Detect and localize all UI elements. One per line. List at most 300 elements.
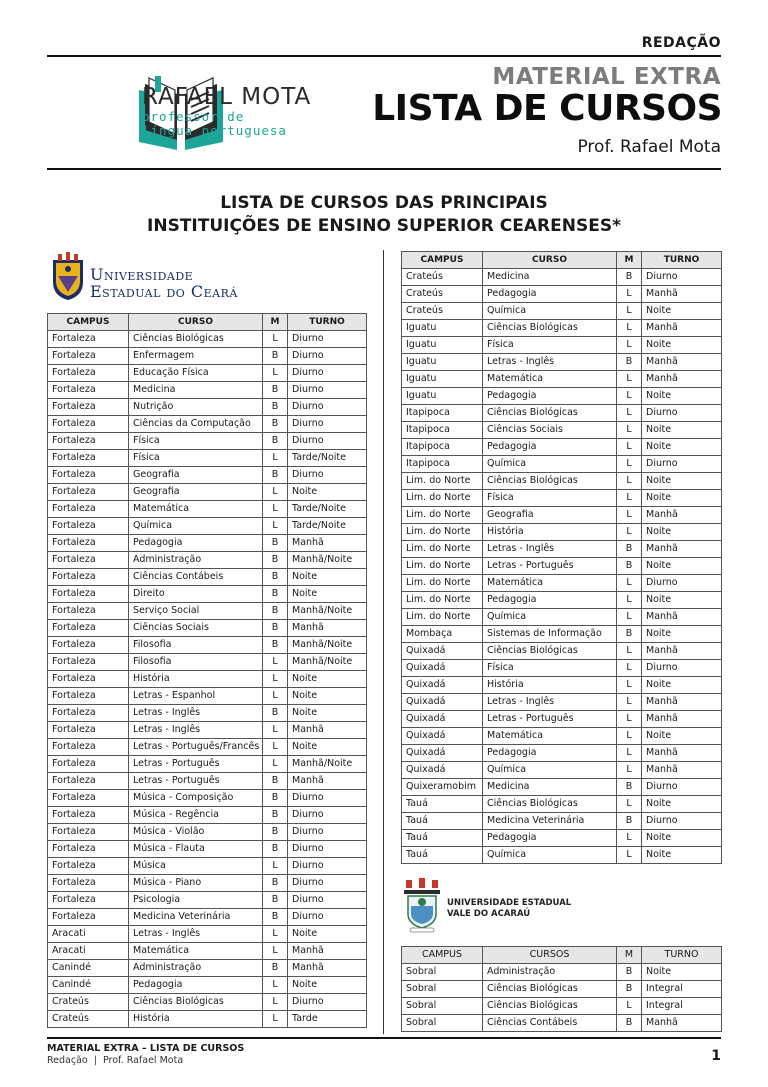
footer-title: MATERIAL EXTRA – LISTA DE CURSOS [47,1043,245,1054]
cell-turno: Noite [642,728,722,745]
footer-separator: | [93,1055,97,1066]
cell-m: L [617,490,642,507]
cell-m: L [263,977,288,994]
author-label: Prof. Rafael Mota [577,137,721,157]
cell-campus: Quixadá [402,745,483,762]
cell-m: L [617,796,642,813]
table-row [48,909,367,926]
cell-curso: Letras - Português/Francês [129,739,263,756]
cell-campus: Itapipoca [402,439,483,456]
cell-m: B [263,348,288,365]
cell-m: B [617,558,642,575]
cell-m: L [617,473,642,490]
cell-turno: Manhã/Noite [288,637,367,654]
doc-title: LISTA DE CURSOS [372,88,722,129]
table-row [402,847,722,864]
cell-curso: Ciências Sociais [483,422,617,439]
cell-m: B [617,964,642,981]
cell-curso: Física [483,337,617,354]
cell-campus: Fortaleza [48,450,129,467]
table-row [402,660,722,677]
table-row [48,926,367,943]
cell-curso: Matemática [129,501,263,518]
table-row [402,643,722,660]
cell-turno: Noite [642,303,722,320]
table-row [48,994,367,1011]
table-row [402,677,722,694]
brand-subtitle-line1: professor de [142,109,245,124]
cell-curso: Pedagogia [129,535,263,552]
cell-m: L [263,739,288,756]
table-row [402,626,722,643]
table-row [402,524,722,541]
table-row [402,609,722,626]
cell-turno: Diurno [288,858,367,875]
cell-m: L [617,830,642,847]
cell-curso: Letras - Inglês [483,354,617,371]
table-row [48,331,367,348]
cell-turno: Noite [642,592,722,609]
cell-campus: Fortaleza [48,841,129,858]
cell-m: B [617,354,642,371]
cell-curso: Geografia [129,467,263,484]
material-label: MATERIAL EXTRA [492,64,721,90]
cell-m: L [617,694,642,711]
cell-curso: História [483,677,617,694]
cell-m: L [617,303,642,320]
brand-subtitle-line2: língua portuguesa [142,123,287,138]
table-row [402,762,722,779]
table-row [402,711,722,728]
table-row [48,671,367,688]
cell-curso: Enfermagem [129,348,263,365]
cell-turno: Manhã [288,773,367,790]
table-row [48,416,367,433]
cell-m: L [617,998,642,1015]
cell-campus: Aracati [48,926,129,943]
cell-turno: Diurno [288,875,367,892]
table-row [402,337,722,354]
cell-turno: Noite [642,388,722,405]
cell-campus: Crateús [402,286,483,303]
cell-curso: Ciências Biológicas [483,998,617,1015]
cell-curso: Letras - Português [129,773,263,790]
cell-campus: Crateús [48,994,129,1011]
table-row [402,286,722,303]
cell-curso: Pedagogia [483,388,617,405]
cell-campus: Fortaleza [48,484,129,501]
cell-curso: Ciências Biológicas [483,796,617,813]
cell-m: L [617,745,642,762]
table-row [402,779,722,796]
cell-campus: Lim. do Norte [402,575,483,592]
table-row [402,439,722,456]
cell-m: L [617,286,642,303]
uece-name [90,266,238,300]
cell-m: B [617,269,642,286]
cell-campus: Fortaleza [48,637,129,654]
cell-campus: Fortaleza [48,365,129,382]
cell-m: L [617,762,642,779]
cell-turno: Manhã [642,643,722,660]
cell-turno: Noite [288,926,367,943]
cell-turno: Noite [642,558,722,575]
cell-m: L [617,422,642,439]
cell-m: L [617,660,642,677]
table-header-row [402,947,722,964]
cell-campus: Sobral [402,964,483,981]
cell-m: L [617,456,642,473]
cell-turno: Noite [642,847,722,864]
cell-m: B [263,705,288,722]
cell-m: B [263,773,288,790]
cell-campus: Fortaleza [48,348,129,365]
cell-campus: Tauá [402,847,483,864]
cell-curso: Física [483,490,617,507]
uece-name-line2: Estadual do Ceará [90,282,238,301]
cell-campus: Iguatu [402,371,483,388]
table-row [48,501,367,518]
cell-curso: História [129,1011,263,1028]
cell-campus: Quixadá [402,711,483,728]
cell-campus: Tauá [402,796,483,813]
cell-turno: Noite [288,688,367,705]
cell-curso: Geografia [129,484,263,501]
table-row [402,830,722,847]
header-curso: CURSO [483,252,617,269]
cell-curso: Serviço Social [129,603,263,620]
cell-curso: Pedagogia [483,830,617,847]
cell-turno: Manhã [288,960,367,977]
cell-m: L [263,688,288,705]
cell-m: B [263,552,288,569]
cell-campus: Fortaleza [48,790,129,807]
header-campus: CAMPUS [402,252,483,269]
cell-campus: Quixadá [402,762,483,779]
cell-m: L [263,926,288,943]
cell-turno: Noite [642,626,722,643]
cell-campus: Quixadá [402,728,483,745]
cell-m: L [617,609,642,626]
table-row [48,603,367,620]
cell-turno: Noite [288,484,367,501]
footer-rule [47,1037,721,1039]
table-header-row [48,314,367,331]
cell-campus: Fortaleza [48,739,129,756]
cell-m: L [263,331,288,348]
table-row [402,1015,722,1032]
header-m: M [617,252,642,269]
cell-turno: Manhã [642,507,722,524]
cell-campus: Fortaleza [48,416,129,433]
table-row [402,303,722,320]
table-row [48,365,367,382]
cell-m: L [263,654,288,671]
header-bottom-rule [47,168,721,170]
table-row [48,960,367,977]
cell-campus: Fortaleza [48,807,129,824]
cell-m: L [617,320,642,337]
uece-courses-table-continued [401,251,722,864]
cell-campus: Quixeramobim [402,779,483,796]
cell-turno: Noite [642,473,722,490]
uva-crest-icon [402,878,442,934]
cell-campus: Fortaleza [48,858,129,875]
table-row [402,981,722,998]
cell-curso: Física [483,660,617,677]
cell-curso: Medicina [483,269,617,286]
cell-campus: Fortaleza [48,501,129,518]
cell-curso: Letras - Inglês [129,722,263,739]
table-row [402,964,722,981]
cell-turno: Diurno [642,269,722,286]
table-row [402,796,722,813]
cell-curso: Ciências Biológicas [129,994,263,1011]
cell-m: B [263,637,288,654]
cell-turno: Diurno [288,382,367,399]
cell-campus: Lim. do Norte [402,473,483,490]
table-row [48,858,367,875]
cell-curso: Ciências Biológicas [483,405,617,422]
cell-turno: Tarde/Noite [288,518,367,535]
cell-curso: Química [129,518,263,535]
cell-m: L [617,371,642,388]
cell-campus: Aracati [48,943,129,960]
cell-campus: Sobral [402,981,483,998]
cell-turno: Manhã [642,371,722,388]
cell-curso: Letras - Português [483,558,617,575]
page-number: 1 [711,1048,721,1064]
cell-turno: Diurno [288,892,367,909]
uece-courses-table [47,313,367,1028]
cell-turno: Diurno [642,575,722,592]
uva-name [447,898,571,920]
cell-campus: Fortaleza [48,552,129,569]
table-header-row [402,252,722,269]
cell-turno: Manhã [642,541,722,558]
cell-m: B [263,569,288,586]
cell-m: L [617,847,642,864]
table-row [48,518,367,535]
table-row [48,841,367,858]
cell-curso: Ciências Contábeis [129,569,263,586]
cell-curso: Química [483,609,617,626]
table-row [402,507,722,524]
cell-m: B [263,790,288,807]
cell-campus: Fortaleza [48,535,129,552]
cell-turno: Noite [642,677,722,694]
cell-campus: Crateús [48,1011,129,1028]
cell-m: B [263,824,288,841]
cell-campus: Quixadá [402,660,483,677]
cell-curso: Física [129,433,263,450]
cell-campus: Fortaleza [48,467,129,484]
header-turno: TURNO [288,314,367,331]
column-divider [383,250,384,1034]
table-row [48,535,367,552]
cell-campus: Iguatu [402,337,483,354]
cell-turno: Diurno [288,433,367,450]
table-row [48,620,367,637]
cell-curso: Sistemas de Informação [483,626,617,643]
cell-turno: Manhã [642,320,722,337]
table-row [48,467,367,484]
header-m: M [263,314,288,331]
table-row [48,892,367,909]
cell-campus: Fortaleza [48,671,129,688]
cell-m: L [263,756,288,773]
cell-turno: Diurno [288,994,367,1011]
cell-turno: Noite [288,671,367,688]
uece-name-line1: Universidade [90,265,194,284]
table-row [402,422,722,439]
cell-turno: Noite [642,830,722,847]
cell-m: B [263,892,288,909]
cell-campus: Tauá [402,813,483,830]
cell-curso: Ciências Biológicas [483,320,617,337]
table-row [402,490,722,507]
cell-campus: Quixadá [402,677,483,694]
table-row [48,569,367,586]
cell-turno: Noite [642,524,722,541]
cell-curso: Química [483,762,617,779]
cell-m: B [263,586,288,603]
cell-campus: Fortaleza [48,331,129,348]
cell-m: L [263,501,288,518]
cell-turno: Diurno [288,331,367,348]
cell-m: L [263,450,288,467]
cell-m: L [263,722,288,739]
cell-curso: Filosofia [129,637,263,654]
cell-turno: Manhã [642,711,722,728]
cell-campus: Lim. do Norte [402,524,483,541]
cell-turno: Manhã [642,609,722,626]
cell-m: L [263,1011,288,1028]
cell-campus: Fortaleza [48,586,129,603]
header-turno: TURNO [642,947,722,964]
cell-campus: Fortaleza [48,909,129,926]
cell-m: B [617,1015,642,1032]
cell-m: B [617,541,642,558]
cell-curso: Medicina Veterinária [483,813,617,830]
cell-campus: Quixadá [402,694,483,711]
cell-turno: Noite [642,490,722,507]
table-row [48,348,367,365]
cell-curso: Química [483,847,617,864]
cell-campus: Fortaleza [48,773,129,790]
footer-subject: Redação [47,1055,88,1066]
cell-m: L [263,484,288,501]
cell-turno: Diurno [288,841,367,858]
cell-m: B [263,382,288,399]
table-row [48,637,367,654]
cell-m: B [263,960,288,977]
cell-campus: Iguatu [402,354,483,371]
cell-campus: Fortaleza [48,569,129,586]
cell-m: L [617,677,642,694]
cell-turno: Diurno [642,456,722,473]
table-row [48,450,367,467]
cell-curso: Letras - Inglês [483,694,617,711]
cell-campus: Itapipoca [402,456,483,473]
cell-campus: Quixadá [402,643,483,660]
table-row [48,382,367,399]
cell-m: B [263,909,288,926]
table-row [402,371,722,388]
cell-turno: Integral [642,981,722,998]
cell-curso: Matemática [483,371,617,388]
cell-turno: Manhã [642,694,722,711]
table-row [48,399,367,416]
cell-turno: Tarde/Noite [288,450,367,467]
cell-curso: Medicina Veterinária [129,909,263,926]
cell-m: L [617,388,642,405]
cell-m: B [617,981,642,998]
brand-subtitle [142,110,287,138]
cell-m: B [617,813,642,830]
page-title [0,192,768,238]
table-row [402,998,722,1015]
cell-turno: Diurno [288,365,367,382]
cell-m: B [263,416,288,433]
cell-curso: Matemática [129,943,263,960]
cell-campus: Fortaleza [48,824,129,841]
cell-turno: Diurno [642,813,722,830]
cell-curso: Letras - Português [129,756,263,773]
table-row [402,745,722,762]
cell-curso: Música - Regência [129,807,263,824]
cell-turno: Diurno [642,779,722,796]
cell-m: B [263,467,288,484]
cell-curso: Física [129,450,263,467]
cell-campus: Lim. do Norte [402,609,483,626]
cell-campus: Lim. do Norte [402,592,483,609]
cell-curso: Música - Piano [129,875,263,892]
cell-turno: Diurno [288,790,367,807]
header-campus: CAMPUS [48,314,129,331]
cell-campus: Fortaleza [48,382,129,399]
table-row [48,756,367,773]
cell-campus: Fortaleza [48,722,129,739]
table-row [402,558,722,575]
cell-curso: Música - Flauta [129,841,263,858]
cell-m: L [617,592,642,609]
cell-curso: Administração [129,552,263,569]
cell-campus: Fortaleza [48,705,129,722]
cell-campus: Fortaleza [48,688,129,705]
cell-turno: Diurno [288,467,367,484]
cell-turno: Diurno [642,660,722,677]
cell-turno: Diurno [642,405,722,422]
cell-curso: Música [129,858,263,875]
cell-turno: Manhã [642,745,722,762]
table-row [48,433,367,450]
cell-m: B [263,603,288,620]
cell-turno: Manhã [642,762,722,779]
cell-turno: Noite [288,586,367,603]
page-title-line1: LISTA DE CURSOS DAS PRINCIPAIS [220,193,548,213]
cell-turno: Manhã [288,620,367,637]
cell-curso: Direito [129,586,263,603]
cell-campus: Tauá [402,830,483,847]
cell-m: B [263,807,288,824]
table-row [48,586,367,603]
table-row [48,790,367,807]
cell-curso: Medicina [483,779,617,796]
cell-campus: Fortaleza [48,620,129,637]
cell-campus: Itapipoca [402,422,483,439]
cell-turno: Noite [642,796,722,813]
